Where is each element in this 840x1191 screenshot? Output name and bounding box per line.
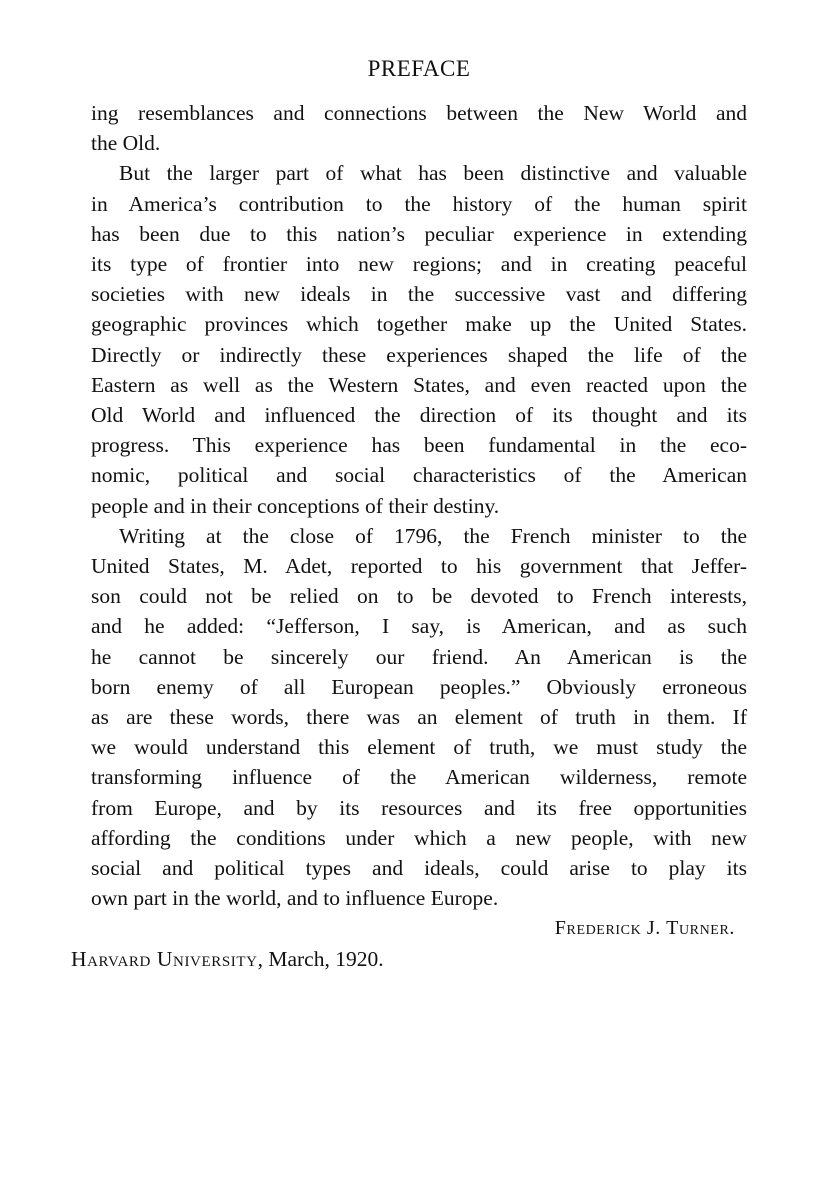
dateline-date: , March, 1920. — [257, 946, 384, 971]
text-line: Directly or indirectly these experiences shaped the life of the — [91, 342, 747, 367]
dateline-place: Harvard University — [71, 946, 258, 971]
text-line: its type of frontier into new regions; and in creating peaceful — [91, 252, 747, 277]
dateline — [71, 944, 747, 974]
text-line: has been due to this nation’s peculiar experience in extending — [91, 221, 747, 246]
paragraph-continued — [91, 98, 747, 158]
text-line: the Old. — [91, 131, 161, 156]
text-line: as are these words, there was an element of truth in them. If — [91, 705, 747, 730]
text-line: geographic provinces which together make up the United States. — [91, 312, 747, 337]
text-line: we would understand this element of truth, we must study the — [91, 735, 747, 760]
text-line: ing resemblances and connections between the New World and — [91, 101, 747, 125]
text-line: societies with new ideals in the successive vast and differing — [91, 282, 747, 307]
paragraph-american-contribution — [91, 158, 747, 520]
running-head: PREFACE — [367, 56, 471, 81]
text-line: own part in the world, and to influence Europe. — [91, 886, 499, 911]
text-line: son could not be relied on to be devoted to French interests, — [91, 584, 747, 609]
text-line: transforming influence of the American wilderness, remote — [91, 765, 747, 790]
text-line: Old World and influenced the direction of its thought and its — [91, 403, 747, 428]
text-line: Eastern as well as the Western States, and even reacted upon the — [91, 372, 747, 397]
text-line: people and in their conceptions of their destiny. — [91, 493, 500, 518]
text-line: born enemy of all European peoples.” Obviously erroneous — [91, 674, 747, 699]
text-line: nomic, political and social characteristics of the American — [91, 463, 747, 488]
author-signature: Frederick J. Turner. — [554, 917, 735, 940]
text-line: he cannot be sincerely our friend. An American is the — [91, 644, 747, 669]
page — [71, 52, 747, 974]
text-line: from Europe, and by its resources and its free opportunities — [91, 795, 747, 820]
text-line: and he added: “Jefferson, I say, is American, and as such — [91, 614, 747, 639]
text-line: Writing at the close of 1796, the French minister to the — [119, 523, 747, 548]
text-line: social and political types and ideals, could arise to play its — [91, 856, 747, 881]
paragraph-adet-report — [91, 521, 747, 914]
text-line: affording the conditions under which a new people, with new — [91, 825, 747, 850]
text-line: in America’s contribution to the history of the human spirit — [91, 191, 747, 216]
text-line: But the larger part of what has been distinctive and valuable — [119, 161, 747, 186]
text-line: progress. This experience has been fundamental in the eco- — [91, 433, 747, 458]
text-line: United States, M. Adet, reported to his government that Jeffer- — [91, 554, 747, 579]
